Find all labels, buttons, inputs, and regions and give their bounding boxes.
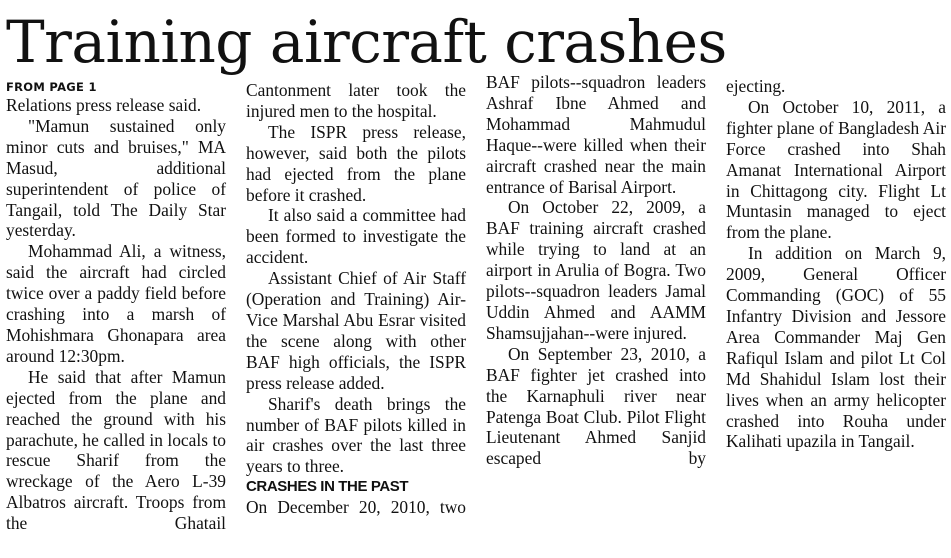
article-column-2 (246, 80, 466, 518)
paragraph: Relations press release said. (6, 95, 202, 115)
article-column-3 (486, 72, 706, 469)
headline: Training aircraft crashes (6, 8, 727, 76)
continuation-kicker: FROM PAGE 1 (6, 80, 97, 94)
paragraph: Mohammad Ali, a witness, said the aircraft had circled twice over a paddy field before crashing into a marsh of Mohishmara Ghonapara area around 12:30pm. (6, 241, 226, 366)
section-subhead: CRASHES IN THE PAST (246, 478, 409, 496)
paragraph: Sharif's death brings the number of BAF pilots killed in air crashes over the last three years to three. (246, 393, 466, 477)
paragraph: It also said a committee had been formed to investigate the accident. (246, 205, 466, 268)
paragraph: ejecting. (726, 76, 786, 96)
paragraph: He said that after Mamun ejected from the plane and reached the ground with his parachute, he called in locals to rescue Sharif from the wreckage of the Aero L-39 Albatros aircraft. Troops from the Ghatail (6, 366, 226, 534)
paragraph: On October 22, 2009, a BAF training aircraft crashed while trying to land at an airport in Arulia of Bogra. Two pilots--squadron leaders Jamal Uddin Ahmed and AAMM Shamsujjahan--were injured. (486, 197, 706, 343)
paragraph: In addition on March 9, 2009, General Officer Commanding (GOC) of 55 Infantry Division and Jessore Area Commander Maj Gen Rafiqul Islam and pilot Lt Col Md Shahidul Islam lost their lives when an army helicopter crashed into Rouha under Kalihati upazila in Tangail. (726, 243, 946, 452)
paragraph: On December 20, 2010, two (246, 497, 466, 518)
paragraph: Assistant Chief of Air Staff (Operation and Training) Air-Vice Marshal Abu Esrar visited the scene along with other BAF high officials, the ISPR press release added. (246, 268, 466, 393)
article-column-4 (726, 76, 946, 452)
paragraph: On September 23, 2010, a BAF fighter jet crashed into the Karnaphuli river near Patenga Boat Club. Pilot Flight Lieutenant Ahmed Sanjid escaped by (486, 343, 706, 469)
paragraph: The ISPR press release, however, said both the pilots had ejected from the plane before it crashed. (246, 121, 466, 205)
paragraph: BAF pilots--squadron leaders Ashraf Ibne Ahmed and Mohammad Mahmudul Haque--were killed when their aircraft crashed near the main entrance of Barisal Airport. (486, 72, 706, 197)
paragraph: On October 10, 2011, a fighter plane of Bangladesh Air Force crashed into Shah Amanat International Airport in Chittagong city. Flight Lt Muntasin managed to eject from the plane. (726, 96, 946, 243)
article-column-1 (6, 80, 226, 534)
paragraph: "Mamun sustained only minor cuts and bruises," MA Masud, additional superintendent of police of Tangail, told The Daily Star yesterday. (6, 115, 226, 241)
paragraph: Cantonment later took the injured men to the hospital. (246, 80, 466, 121)
